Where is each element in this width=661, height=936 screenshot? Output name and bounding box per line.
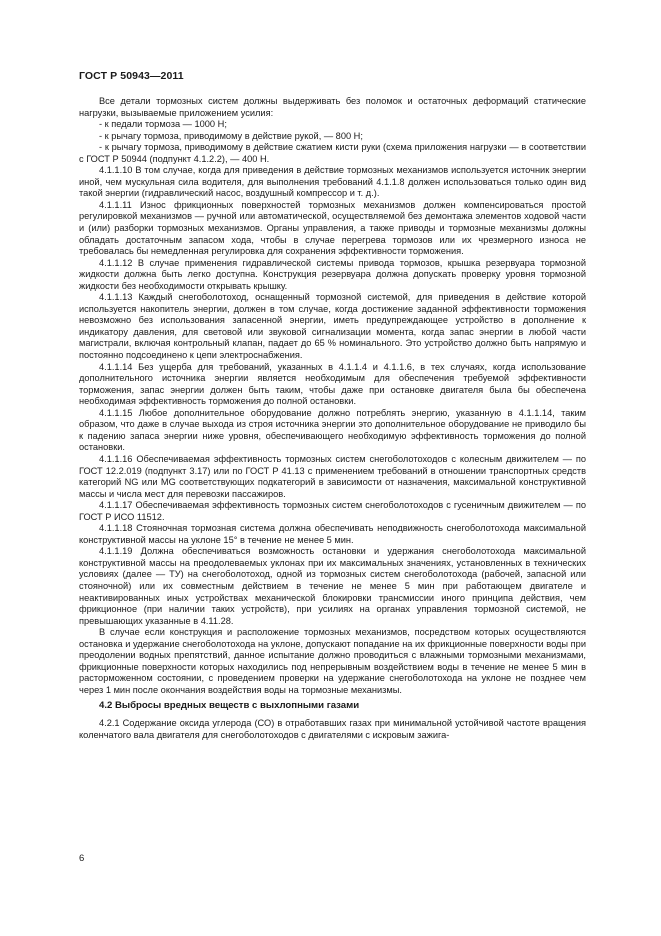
- paragraph-wet-brakes: В случае если конструкция и расположение тормозных механизмов, посредством которых осуществляются остановка и удержание снегоболотохода на уклоне, допускают попадание на их фрикционные поверхности воды при преодолении водных препятствий, данное испытание должно проводиться с влажными тормозными механизмами, фрикционные поверхности которых находились под непрерывным воздействием воды в течение не менее 5 мин в расторможенном состоянии, с проведением проверки на удержание снегоболотохода на уклоне не позднее чем через 1 мин после окончания воздействия воды на тормозные механизмы.: [79, 627, 586, 695]
- paragraph-4-1-1-15: 4.1.1.15 Любое дополнительное оборудование должно потреблять энергию, указанную в 4.1.1.14, таким образом, что даже в случае выхода из строя источника энергии это дополнительное оборудование не приводило бы к падению запаса энергии ниже уровня, обеспечивающего необходимую эффективность торможения до полной остановки.: [79, 407, 586, 453]
- paragraph-4-1-1-10: 4.1.1.10 В том случае, когда для приведения в действие тормозных механизмов используется источник энергии иной, чем мускульная сила водителя, для выполнения требований 4.1.1.8 должен использоваться только один вид такой энергии (гидравлический насос, воздушный компрессор и т. д.).: [79, 165, 586, 199]
- page-number: 6: [79, 853, 85, 864]
- paragraph-4-1-1-18: 4.1.1.18 Стояночная тормозная система должна обеспечивать неподвижность снегоболотохода максимальной конструктивной массы на уклоне 15° в течение не менее 5 мин.: [79, 523, 586, 545]
- paragraph-4-1-1-12: 4.1.1.12 В случае применения гидравлической системы привода тормозов, крышка резервуара тормозной жидкости должна быть легко доступна. Конструкция резервуара должна допускать проверку уровня тормозной жидкости без необходимости открывать крышку.: [79, 257, 586, 291]
- section-heading: 4.2 Выбросы вредных веществ с выхлопными газами: [99, 700, 360, 712]
- paragraph-4-1-1-13: 4.1.1.13 Каждый снегоболотоход, оснащенный тормозной системой, для приведения в действие которой используется накопитель энергии, должен в том случае, когда достижение заданной эффективности торможения невозможно без использования запасенной энергии, иметь предупреждающее устройство в дополнение к индикатору давления, для световой или звуковой сигнализации момента, когда запас энергии в любой части магистрали, включая контрольный клапан, падает до 65 % номинального. Это устройство должно быть напрямую и постоянно подсоединено к цепи электроснабжения.: [79, 292, 586, 361]
- paragraph-4-1-1-14: 4.1.1.14 Без ущерба для требований, указанных в 4.1.1.4 и 4.1.1.6, в тех случаях, когда использование дополнительного источника энергии является необходимым для обеспечения требуемой эффективности торможения, запас энергии должен быть таким, чтобы даже при остановке двигателя была бы обеспечена необходимая эффективность торможения до полной остановки.: [79, 361, 586, 407]
- list-item-pedal: - к педали тормоза — 1000 Н;: [99, 119, 227, 130]
- paragraph-4-1-1-16: 4.1.1.16 Обеспечиваемая эффективность тормозных систем снегоболотоходов с колесным движителем — по ГОСТ 12.2.019 (подпункт 3.17) или по ГОСТ Р 41.13 с применением требований в отношении транспортных средств категорий NG или MG соответствующих подкатегорий в зависимости от назначения, максимальной конструктивной массы и числа мест для перевозки пассажиров.: [79, 453, 586, 499]
- paragraph-4-1-1-19: 4.1.1.19 Должна обеспечиваться возможность остановки и удержания снегоболотохода максимальной конструктивной массы на преодолеваемых уклонах при их максимальных значениях, установленных в технических условиях (далее — ТУ) на снегоболотоход, одной из тормозных систем снегоболотохода (рабочей, запасной или стояночной) или их совместным действием в течение не менее 5 мин при работающем двигателе и неактивированных иных устройствах механической блокировки трансмиссии иного принципа действия, чем фрикционное (при наличии таких устройств), при усилиях на органах управления тормозной системой, не превышающих указанные в 4.11.28.: [79, 546, 586, 626]
- list-item-hand-lever: - к рычагу тормоза, приводимому в действие рукой, — 800 Н;: [99, 130, 363, 141]
- list-item-grip-lever: - к рычагу тормоза, приводимому в действие сжатием кисти руки (схема приложения нагрузки — в соответствии с ГОСТ Р 50944 (подпункт 4.1.2.2), — 400 Н.: [79, 142, 586, 164]
- paragraph-4-2-1: 4.2.1 Содержание оксида углерода (СО) в отработавших газах при минимальной устойчивой частоте вращения коленчатого вала двигателя для снегоболотоходов с двигателями с искровым зажига-: [79, 717, 586, 740]
- document-body: [79, 96, 586, 741]
- paragraph-static-loads: Все детали тормозных систем должны выдерживать без поломок и остаточных деформаций статические нагрузки, вызываемые приложением усилия:: [79, 96, 586, 118]
- paragraph-4-1-1-17: 4.1.1.17 Обеспечиваемая эффективность тормозных систем снегоболотоходов с гусеничным движителем — по ГОСТ Р ИСО 11512.: [79, 500, 586, 522]
- document-header: ГОСТ Р 50943—2011: [79, 70, 184, 82]
- paragraph-4-1-1-11: 4.1.1.11 Износ фрикционных поверхностей тормозных механизмов должен компенсироваться простой регулировкой механизмов — ручной или автоматической, осуществляемой без демонтажа элементов ходовой части и (или) разборки тормозных механизмов. Органы управления, а также приводы и тормозные механизмы должны обладать достаточным запасом хода, чтобы в случае перегрева тормозов или их чрезмерного износа не требовалась бы немедленная регулировка для сохранения эффективности торможения.: [79, 199, 586, 257]
